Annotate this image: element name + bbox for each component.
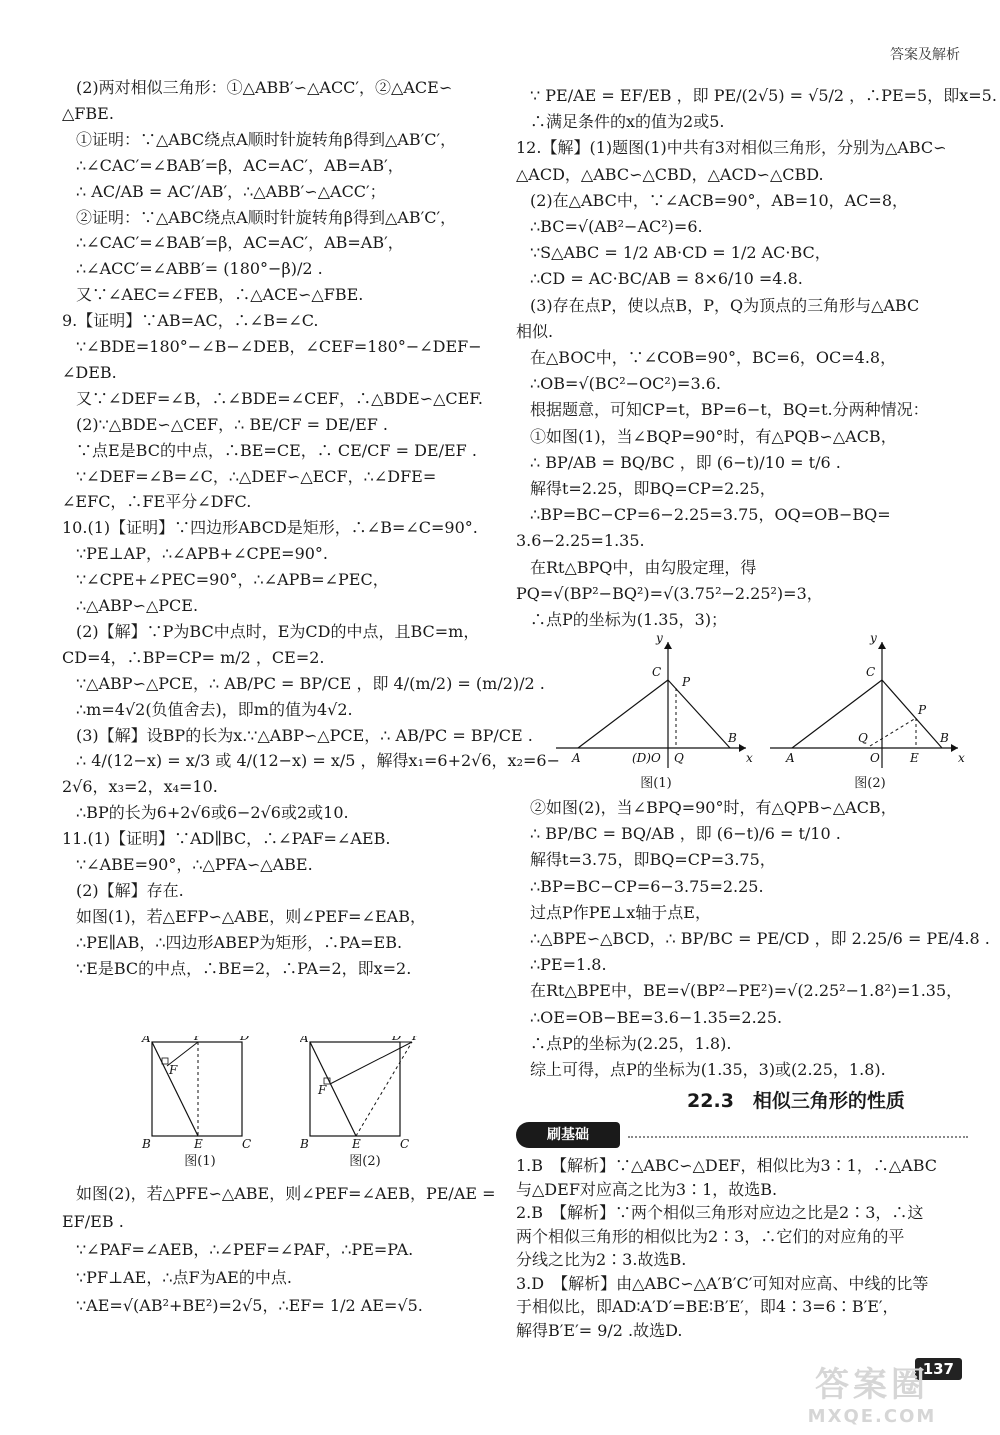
label-B: B bbox=[940, 731, 949, 745]
label-P: P bbox=[412, 1036, 421, 1043]
text-line: 与△DEF对应高之比为3∶1，故选B. bbox=[516, 1179, 778, 1199]
text-line: 9.【证明】∵AB=AC，∴∠B=∠C. bbox=[62, 311, 319, 331]
axis-figure-1-caption: 图(1) bbox=[640, 776, 672, 791]
label-Q: Q bbox=[858, 731, 868, 745]
label-C: C bbox=[400, 1137, 410, 1148]
text-line: ∴△ABP∽△PCE. bbox=[76, 596, 199, 615]
text-line: ∴ AC/AB = AC′/AB′，∴△ABB′∽△ACC′； bbox=[76, 181, 386, 201]
text-line: 如图(2)，若△PFE∽△ABE，则∠PEF=∠AEB，PE/AE = bbox=[76, 1184, 496, 1203]
label-x: x bbox=[958, 751, 965, 765]
axis-figure-2 bbox=[770, 634, 970, 791]
text-line: ∵PF⊥AE，∴点F为AE的中点. bbox=[76, 1268, 292, 1287]
square-figure-2-caption: 图(2) bbox=[349, 1154, 381, 1169]
label-A: A bbox=[786, 751, 795, 765]
text-line: 相似. bbox=[516, 321, 554, 341]
header-tag: 答案及解析 bbox=[890, 47, 960, 63]
text-line: ∴PE∥AB，∴四边形ABEP为矩形，∴PA=EB. bbox=[76, 932, 403, 952]
brush-label: 刷基础 bbox=[516, 1122, 620, 1148]
text-line: EF/EB . bbox=[62, 1212, 124, 1231]
label-y: y bbox=[656, 634, 663, 645]
label-P: P bbox=[682, 675, 691, 689]
text-line: ∵S△ABC = 1/2 AB·CD = 1/2 AC·BC， bbox=[530, 243, 831, 263]
label-D: D bbox=[392, 1036, 402, 1043]
text-line: ∵PE⊥AP，∴∠APB+∠CPE=90°. bbox=[76, 544, 329, 564]
text-line: (3)【解】设BP的长为x.∵△ABP∽△PCE，∴ AB/PC = BP/CE . bbox=[76, 725, 533, 745]
label-P: P bbox=[194, 1036, 203, 1043]
text-line: 根据题意，可知CP=t，BP=6−t，BQ=t.分两种情况： bbox=[530, 400, 929, 420]
text-line: 于相似比，即AD∶A′D′=BE∶B′E′，即4∶3=6∶B′E′， bbox=[516, 1297, 899, 1316]
text-line: ∴OE=OB−BE=3.6−1.35=2.25. bbox=[530, 1007, 783, 1027]
text-line: ∴BP=BC−CP=6−2.25=3.75，OQ=OB−BQ= bbox=[530, 505, 891, 525]
text-line: ①如图(1)，当∠BQP=90°时，有△PQB∽△ACB， bbox=[530, 426, 897, 446]
text-line: ∴BC=√(AB²−AC²)=6. bbox=[530, 217, 703, 236]
text-line: 11.(1)【证明】∵AD∥BC，∴∠PAF=∠AEB. bbox=[62, 829, 391, 849]
text-line: 12.【解】(1)题图(1)中共有3对相似三角形，分别为△ABC∽ bbox=[516, 138, 947, 158]
text-line: 3.D 【解析】由△ABC∽△A′B′C′可知对应高、中线的比等 bbox=[516, 1273, 929, 1293]
page-number: 137 bbox=[915, 1358, 962, 1380]
text-line: ∵AE=√(AB²+BE²)=2√5，∴EF= 1/2 AE=√5. bbox=[76, 1296, 423, 1315]
text-line: 解得t=3.75，即BQ=CP=3.75， bbox=[530, 850, 776, 870]
label-B: B bbox=[728, 731, 737, 745]
label-y: y bbox=[870, 634, 877, 645]
label-E: E bbox=[194, 1137, 203, 1148]
text-line: ∴ BP/BC = BQ/AB ，即 (6−t)/6 = t/10 . bbox=[530, 824, 841, 844]
label-B: B bbox=[300, 1137, 309, 1148]
text-line: ②如图(2)，当∠BPQ=90°时，有△QPB∽△ACB， bbox=[530, 798, 897, 817]
text-line: (3)存在点P，使以点B，P，Q为顶点的三角形与△ABC bbox=[530, 295, 920, 315]
text-line: PQ=√(BP²−BQ²)=√(3.75²−2.25²)=3， bbox=[516, 583, 823, 603]
label-P: P bbox=[918, 703, 927, 717]
label-A: A bbox=[572, 751, 581, 765]
text-line: ①证明：∵△ABC绕点A顺时针旋转角β得到△AB′C′， bbox=[76, 129, 457, 149]
text-line: ∵∠PAF=∠AEB，∴∠PEF=∠PAF，∴PE=PA. bbox=[76, 1240, 414, 1259]
text-line: 分线之比为2∶3.故选B. bbox=[516, 1250, 687, 1269]
axis-figure-1 bbox=[556, 634, 756, 791]
text-line: 1.B 【解析】∵△ABC∽△DEF，相似比为3∶1，∴△ABC bbox=[516, 1156, 938, 1175]
text-line: ∴m=4√2(负值舍去)，即m的值为4√2. bbox=[76, 699, 353, 719]
text-line: ∴∠CAC′=∠BAB′=β，AC=AC′，AB=AB′， bbox=[76, 233, 404, 253]
text-line: ∵∠DEF=∠B=∠C，∴△DEF∽△ECF，∴∠DFE= bbox=[76, 466, 437, 486]
text-line: △FBE. bbox=[62, 103, 114, 123]
watermark-line1: 答案圈 bbox=[815, 1365, 929, 1405]
text-line: ∴满足条件的x的值为2或5. bbox=[530, 112, 725, 132]
text-line: 过点P作PE⊥x轴于点E， bbox=[530, 902, 711, 922]
text-line: (2)两对相似三角形：①△ABB′∽△ACC′，②△ACE∽ bbox=[76, 78, 453, 97]
label-E: E bbox=[910, 751, 919, 765]
text-line: 2√6，x₃=2，x₄=10. bbox=[62, 777, 218, 797]
text-line: 如图(1)，若△EFP∽△ABE，则∠PEF=∠EAB， bbox=[76, 906, 426, 926]
text-line: (2)∵△BDE∽△CEF，∴ BE/CF = DE/EF . bbox=[76, 414, 389, 434]
text-line: (2)【解】存在. bbox=[76, 880, 184, 900]
text-line: ∴∠ACC′=∠ABB′= (180°−β)/2 . bbox=[76, 259, 323, 279]
watermark bbox=[772, 1357, 972, 1427]
label-C: C bbox=[866, 665, 876, 679]
text-line: ∵△ABP∽△PCE，∴ AB/PC = BP/CE ，即 4/(m/2) = (m/2)/2 . bbox=[76, 673, 545, 693]
text-line: (2)在△ABC中，∵∠ACB=90°，AB=10，AC=8， bbox=[530, 190, 909, 210]
text-line: ∴点P的坐标为(1.35，3)； bbox=[530, 610, 728, 629]
text-line: 3.6−2.25=1.35. bbox=[516, 531, 645, 551]
watermark-line2: MXQE.COM bbox=[807, 1406, 937, 1427]
label-E: E bbox=[352, 1137, 361, 1148]
text-line: ∴BP=BC−CP=6−3.75=2.25. bbox=[530, 876, 764, 896]
text-line: ∵∠CPE+∠PEC=90°，∴∠APB=∠PEC， bbox=[76, 570, 389, 590]
text-line: 解得t=2.25，即BQ=CP=2.25， bbox=[530, 479, 776, 498]
axis-figure-2-caption: 图(2) bbox=[854, 776, 886, 791]
text-line: ∴ BP/AB = BQ/BC ，即 (6−t)/10 = t/6 . bbox=[530, 452, 841, 472]
text-line: 在Rt△BPE中，BE=√(BP²−PE²)=√(2.25²−1.8²)=1.35， bbox=[530, 981, 963, 1001]
text-line: ∵E是BC的中点，∴BE=2，∴PA=2，即x=2. bbox=[76, 958, 412, 978]
label-x: x bbox=[746, 751, 753, 765]
text-line: ∴BP的长为6+2√6或6−2√6或2或10. bbox=[76, 803, 349, 823]
label-B: B bbox=[142, 1137, 151, 1148]
section-title: 22.3 相似三角形的性质 bbox=[687, 1090, 905, 1112]
text-line: ∴点P的坐标为(2.25，1.8). bbox=[530, 1033, 732, 1053]
text-line: 在△BOC中，∵∠COB=90°，BC=6，OC=4.8， bbox=[530, 348, 897, 367]
text-line: ∠EFC，∴FE平分∠DFC. bbox=[62, 492, 252, 512]
square-figure-1 bbox=[140, 1036, 260, 1168]
text-line: ∵∠ABE=90°，∴△PFA∽△ABE. bbox=[76, 855, 313, 874]
text-line: 解得B′E′= 9/2 .故选D. bbox=[516, 1320, 683, 1340]
label-D: D bbox=[240, 1036, 250, 1043]
text-line: ∵ PE/AE = EF/EB ，即 PE/(2√5) = √5/2 ，∴PE=5，即x=5. bbox=[530, 86, 997, 105]
text-line: ∵点E是BC的中点，∴BE=CE，∴ CE/CF = DE/EF . bbox=[76, 440, 477, 460]
text-line: (2)【解】∵P为BC中点时，E为CD的中点，且BC=m， bbox=[76, 621, 480, 641]
text-line: △ACD，△ABC∽△CBD，△ACD∽△CBD. bbox=[516, 164, 824, 184]
text-line: 综上可得，点P的坐标为(1.35，3)或(2.25，1.8). bbox=[530, 1060, 886, 1079]
label-C: C bbox=[242, 1137, 252, 1148]
square-figure-2 bbox=[300, 1036, 430, 1168]
label-Q: Q bbox=[674, 751, 684, 765]
text-line: ∴△BPE∽△BCD，∴ BP/BC = PE/CD ，即 2.25/6 = PE/4.8 . bbox=[530, 929, 990, 948]
text-line: 两个相似三角形的相似比为2∶3，∴它们的对应角的平 bbox=[516, 1226, 905, 1246]
label-C: C bbox=[652, 665, 662, 679]
label-F: F bbox=[318, 1083, 327, 1097]
square-figure-1-caption: 图(1) bbox=[184, 1154, 216, 1169]
text-line: 2.B 【解析】∵两个相似三角形对应边之比是2∶3，∴这 bbox=[516, 1203, 924, 1222]
text-line: CD=4，∴BP=CP= m/2 ，CE=2. bbox=[62, 647, 325, 667]
text-line: ∴OB=√(BC²−OC²)=3.6. bbox=[530, 374, 721, 394]
text-line: ∴CD = AC·BC/AB = 8×6/10 =4.8. bbox=[530, 269, 803, 289]
text-line: ②证明：∵△ABC绕点A顺时针旋转角β得到△AB′C′， bbox=[76, 207, 457, 227]
text-line: 在Rt△BPQ中，由勾股定理，得 bbox=[530, 557, 757, 577]
label-DO: (D)O bbox=[632, 751, 661, 765]
text-line: ∴∠CAC′=∠BAB′=β，AC=AC′，AB=AB′， bbox=[76, 155, 404, 175]
label-A: A bbox=[142, 1036, 151, 1045]
text-line: ∵∠BDE=180°−∠B−∠DEB，∠CEF=180°−∠DEF− bbox=[76, 337, 482, 356]
text-line: 又∵∠DEF=∠B，∴∠BDE=∠CEF，∴△BDE∽△CEF. bbox=[76, 388, 483, 408]
label-F: F bbox=[169, 1063, 178, 1077]
text-line: 又∵∠AEC=∠FEB，∴△ACE∽△FBE. bbox=[76, 285, 364, 305]
text-line: ∴ 4/(12−x) = x/3 或 4/(12−x) = x/5 ，解得x₁=6+2√6，x₂=6− bbox=[76, 751, 560, 771]
text-line: ∠DEB. bbox=[62, 362, 117, 382]
text-line: ∴PE=1.8. bbox=[530, 955, 607, 975]
label-O: O bbox=[870, 751, 880, 765]
text-line: 10.(1)【证明】∵四边形ABCD是矩形，∴∠B=∠C=90°. bbox=[62, 518, 478, 538]
label-A: A bbox=[300, 1036, 309, 1045]
dotted-rule bbox=[628, 1136, 968, 1138]
